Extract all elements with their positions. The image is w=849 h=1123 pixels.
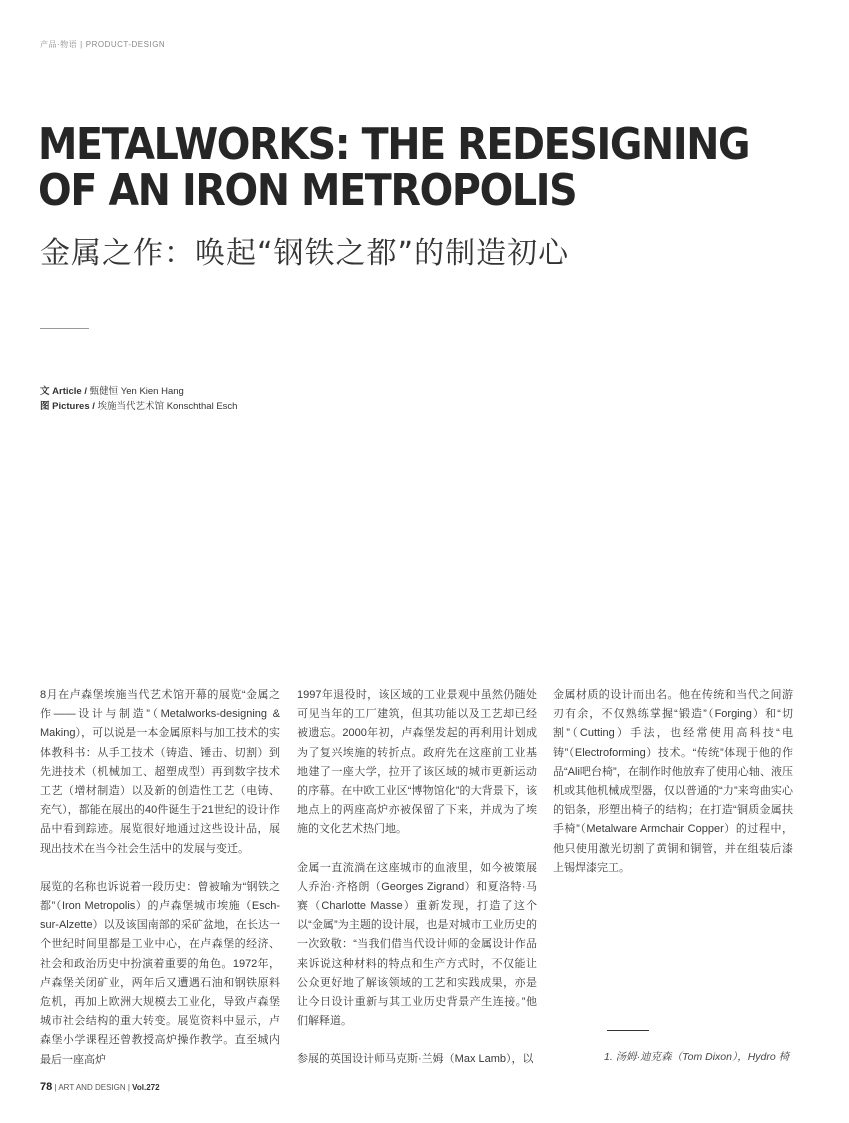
- paragraph: 8月在卢森堡埃施当代艺术馆开幕的展览“金属之作——设计与制造”（Metalworks-designing & Making），可以说是一本金属原料与加工技术的实体教科书：从手工技术（铸造、锤击、切割）到先进技术（机械加工、超塑成型）再到数字技术工艺（增材制造）以及新的创造性工艺（电铸、充气），都能在展出的40件诞生于21世纪的设计作品中看到踪迹。展览很好地通过这些设计品，展现出技术在当今社会生活中的发展与变迁。: [40, 689, 280, 855]
- credit-article-label: 文 Article /: [40, 386, 87, 397]
- paragraph: 1997年退役时，该区域的工业景观中虽然仍随处可见当年的工厂建筑，但其功能以及工艺却已经被遗忘。2000年初，卢森堡发起的再利用计划成为了复兴埃施的转折点。政府先在这座前工业基地建了一座大学，拉开了该区域的城市更新运动的序幕。在中欧工业区“博物馆化”的大背景下，该地点上的两座高炉亦被保留了下来，并成为了埃施的文化艺术热门地。: [297, 689, 537, 836]
- credit-article-value: 甄健恒 Yen Kien Hang: [87, 386, 184, 397]
- section-en: PRODUCT-DESIGN: [85, 40, 166, 49]
- caption-divider: [607, 1030, 649, 1031]
- header-separator: |: [80, 40, 83, 49]
- paragraph: 展览的名称也诉说着一段历史：曾被喻为“钢铁之都”（Iron Metropolis）的卢森堡城市埃施（Esch-sur-Alzette）以及该国南部的采矿盆地，在长达一个世纪时间里都是工业中心，在卢森堡的经济、社会和政治历史中扮演着重要的角色。1972年，卢森堡关闭矿业，两年后又遭遇石油和钢铁原料危机，再加上欧洲大规模去工业化，导致卢森堡城市社会结构的重大转变。展览资料中显示，卢森堡小学课程还曾教授高炉操作教学。直至城内最后一座高炉: [40, 880, 280, 1066]
- running-header: [40, 39, 165, 50]
- footer-separator: |: [52, 1083, 59, 1092]
- page-footer: [40, 1081, 160, 1093]
- article-title-cn: 金属之作：唤起“钢铁之都”的制造初心: [40, 236, 570, 271]
- page-number: 78: [40, 1081, 53, 1093]
- title-line-2: OF AN IRON METROPOLIS: [38, 165, 577, 216]
- magazine-name: ART AND DESIGN: [58, 1083, 126, 1092]
- body-column-3: [553, 686, 793, 897]
- credit-pictures-value: 埃施当代艺术馆 Konschthal Esch: [94, 401, 238, 412]
- volume-number: Vol.272: [132, 1083, 160, 1092]
- paragraph: 参展的英国设计师马克斯·兰姆（Max Lamb），以: [297, 1053, 534, 1066]
- credit-pictures-label: 图 Pictures /: [40, 401, 95, 412]
- body-column-2: [297, 686, 537, 1089]
- body-column-1: [40, 686, 280, 1089]
- figure-caption: 1. 汤姆·迪克森（Tom Dixon），Hydro 椅: [604, 1051, 790, 1063]
- title-line-1: METALWORKS: THE REDESIGNING: [38, 119, 750, 170]
- section-cn: 产品·物语: [40, 40, 78, 49]
- paragraph: 金属一直流淌在这座城市的血液里，如今被策展人乔治·齐格朗（Georges Zigrand）和夏洛特·马赛（Charlotte Masse）重新发现，打造了这个以“金属”为主题的设计展，也是对城市工业历史的一次致敬：“当我们借当代设计师的金属设计作品来诉说这种材料的特点和生产方式时，不仅能让公众更好地了解该领域的工艺和实践成果，亦是让今日设计重新与其工业历史背景产生连接。”他们解释道。: [297, 861, 537, 1028]
- paragraph: 金属材质的设计而出名。他在传统和当代之间游刃有余，不仅熟练掌握“锻造”（Forging）和“切割”（Cutting）手法，也经常使用高科技“电铸”（Electroforming）技术。“传统”体现于他的作品“Ali吧台椅”，在制作时他放弃了使用心轴、液压机或其他机械成型器，仅以普通的“力”来弯曲实心的铝条，形塑出椅子的结构；在打造“铜质金属扶手椅”（Metalware Armchair Copper）的过程中，他只使用激光切割了黄铜和铜管，并在组装后漆上锡焊漆完工。: [553, 689, 793, 874]
- footer-separator: |: [125, 1083, 133, 1092]
- title-divider: [40, 328, 89, 329]
- credits: [40, 384, 237, 414]
- article-title-en: [38, 119, 750, 216]
- credit-article: [40, 384, 237, 399]
- credit-pictures: [40, 399, 237, 414]
